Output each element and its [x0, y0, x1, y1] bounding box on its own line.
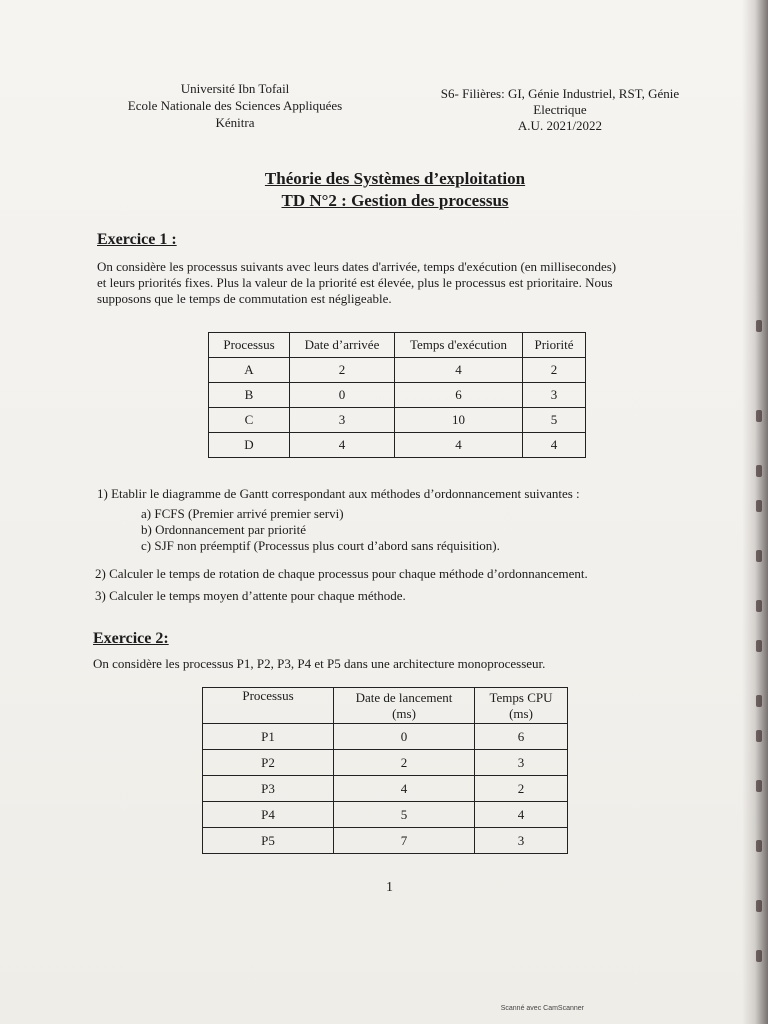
header-school: Ecole Nationale des Sciences Appliquées [127, 98, 343, 113]
table-cell: 2 [334, 750, 475, 776]
table-cell: B [209, 383, 290, 408]
table-row [209, 433, 586, 458]
table-row [203, 750, 568, 776]
table-cell: A [209, 358, 290, 383]
exercise1-intro-line: et leurs priorités fixes. Plus la valeur de la priorité est élevée, plus le processus est prioritaire. Nous [97, 275, 613, 290]
table-cell: D [209, 433, 290, 458]
column-header: Priorité [523, 333, 586, 358]
table-cell: 3 [475, 828, 568, 854]
header-course-info [415, 86, 705, 134]
table-row [209, 408, 586, 433]
header-institution [110, 80, 360, 131]
table-row [203, 776, 568, 802]
exercise2-heading: Exercice 2: [93, 630, 169, 647]
table-cell: P5 [203, 828, 334, 854]
table-cell: 6 [395, 383, 523, 408]
column-header: Date d’arrivée [290, 333, 395, 358]
scanner-watermark: Scanné avec CamScanner [500, 1005, 584, 1012]
column-header: Temps CPU (ms) [475, 688, 568, 724]
exercise1-question-1-items [141, 506, 661, 554]
exercise1-heading: Exercice 1 : [97, 231, 177, 248]
column-header: Temps d'exécution [395, 333, 523, 358]
exercise1-question-2: 2) Calculer le temps de rotation de chaque processus pour chaque méthode d’ordonnancement. [95, 566, 588, 581]
list-item: a) FCFS (Premier arrivé premier servi) [141, 506, 344, 521]
exercise1-intro-line: On considère les processus suivants avec leurs dates d'arrivée, temps d'exécution (en millisecondes) [97, 259, 617, 274]
table-row [203, 724, 568, 750]
table-cell: 0 [334, 724, 475, 750]
table-row [203, 802, 568, 828]
title-line-1: Théorie des Systèmes d’exploitation [264, 169, 526, 188]
exercise1-intro-line: supposons que le temps de commutation est négligeable. [97, 291, 392, 306]
table-cell: 3 [475, 750, 568, 776]
title-line-2: TD N°2 : Gestion des processus [281, 191, 509, 210]
column-header: Date de lancement (ms) [334, 688, 475, 724]
table-cell: 4 [334, 776, 475, 802]
table-cell: C [209, 408, 290, 433]
table-cell: 10 [395, 408, 523, 433]
table-cell: 6 [475, 724, 568, 750]
table-cell: P3 [203, 776, 334, 802]
table-row [209, 358, 586, 383]
table-cell: 5 [334, 802, 475, 828]
exercise1-process-table [208, 332, 586, 458]
table-cell: 4 [395, 358, 523, 383]
exercise1-question-1: 1) Etablir le diagramme de Gantt correspondant aux méthodes d’ordonnancement suivantes : [97, 486, 580, 501]
table-header-row [209, 333, 586, 358]
table-cell: 7 [334, 828, 475, 854]
table-cell: 2 [290, 358, 395, 383]
table-row [203, 828, 568, 854]
exercise1-question-3: 3) Calculer le temps moyen d’attente pour chaque méthode. [95, 588, 406, 603]
header-university: Université Ibn Tofail [180, 81, 290, 96]
exercise2-intro: On considère les processus P1, P2, P3, P4 et P5 dans une architecture monoprocesseur. [93, 656, 546, 671]
table-header-row [203, 688, 568, 724]
header-programs-cont: Electrique [533, 102, 587, 117]
page-edge-marks [752, 300, 762, 1000]
table-cell: 4 [395, 433, 523, 458]
table-cell: 2 [475, 776, 568, 802]
header-programs: S6- Filières: GI, Génie Industriel, RST, Génie [440, 86, 680, 101]
table-cell: 4 [290, 433, 395, 458]
table-cell: 4 [523, 433, 586, 458]
exercise1-intro [97, 259, 697, 307]
list-item: b) Ordonnancement par priorité [141, 522, 306, 537]
table-cell: P4 [203, 802, 334, 828]
column-header: Processus [203, 688, 334, 724]
page-number: 1 [386, 880, 393, 895]
column-header: Processus [209, 333, 290, 358]
table-cell: P2 [203, 750, 334, 776]
table-cell: 2 [523, 358, 586, 383]
header-academic-year: A.U. 2021/2022 [517, 118, 603, 133]
table-cell: 5 [523, 408, 586, 433]
document-title [160, 168, 630, 212]
header-city: Kénitra [215, 115, 255, 130]
table-cell: 0 [290, 383, 395, 408]
exercise2-process-table [202, 687, 568, 854]
table-cell: 4 [475, 802, 568, 828]
table-cell: 3 [523, 383, 586, 408]
table-cell: 3 [290, 408, 395, 433]
table-row [209, 383, 586, 408]
list-item: c) SJF non préemptif (Processus plus court d’abord sans réquisition). [141, 538, 500, 553]
table-cell: P1 [203, 724, 334, 750]
